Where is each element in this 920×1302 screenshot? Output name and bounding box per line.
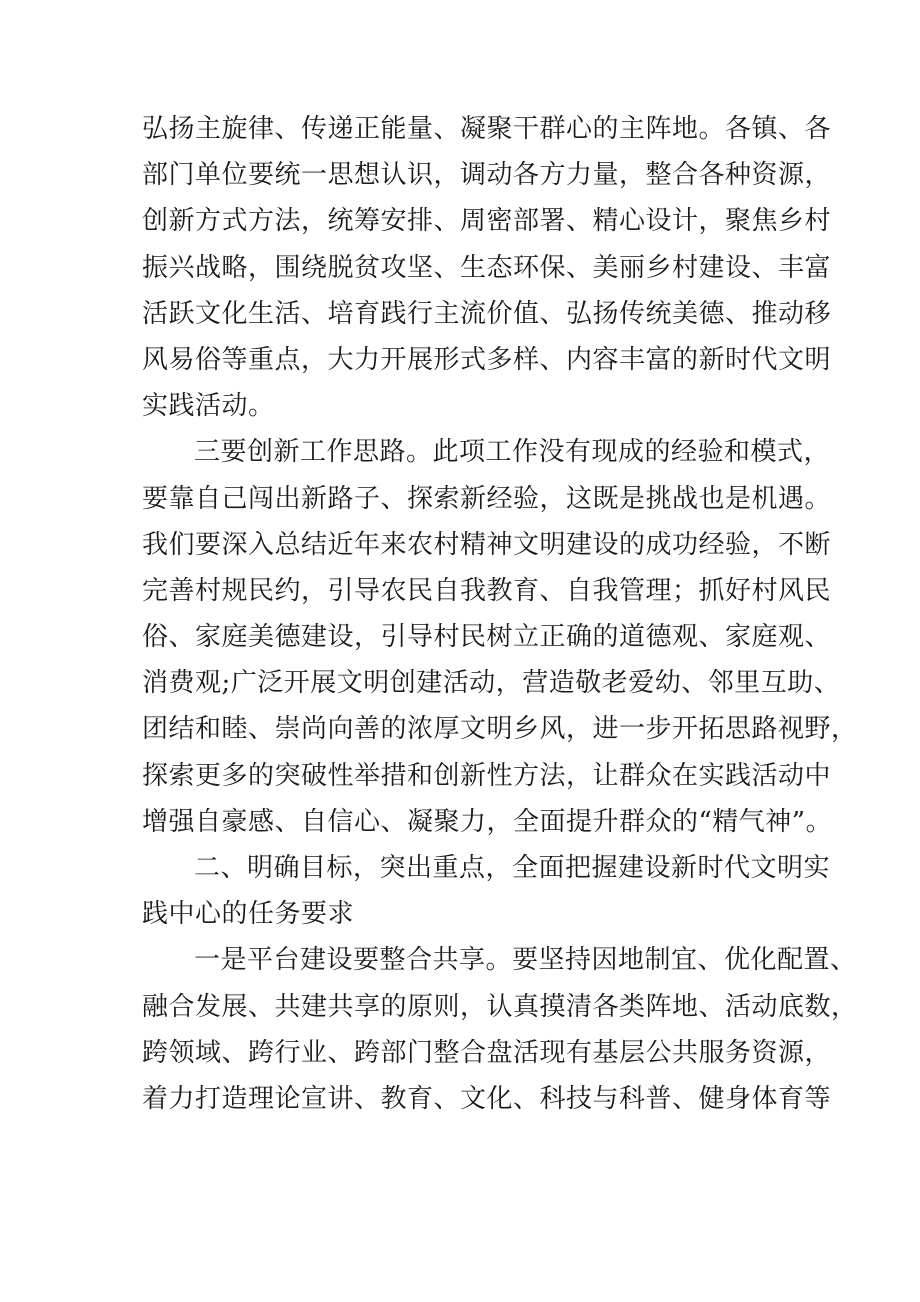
text-line: 一是平台建设要整合共享。要坚持因地制宜、优化配置、 <box>194 945 857 976</box>
text-line: 增强自豪感、自信心、凝聚力，全面提升群众的“精气神”。 <box>142 806 833 837</box>
text-line: 团结和睦、崇尚向善的浓厚文明乡风，进一步开拓思路视野， <box>142 714 858 745</box>
text-line: 跨领域、跨行业、跨部门整合盘活现有基层公共服务资源， <box>142 1037 832 1068</box>
text-line: 我们要深入总结近年来农村精神文明建设的成功经验，不断 <box>142 529 832 560</box>
text-line: 活跃文化生活、培育践行主流价值、弘扬传统美德、推动移 <box>142 298 832 329</box>
text-line: 振兴战略，围绕脱贫攻坚、生态环保、美丽乡村建设、丰富 <box>142 252 832 283</box>
text-line: 消费观;广泛开展文明创建活动，营造敬老爱幼、邻里互助、 <box>142 668 841 699</box>
text-line: 实践活动。 <box>142 391 275 422</box>
text-line: 俗、家庭美德建设，引导村民树立正确的道德观、家庭观、 <box>142 622 832 653</box>
text-line: 要靠自己闯出新路子、探索新经验，这既是挑战也是机遇。 <box>142 483 832 514</box>
section-heading-line: 二、明确目标，突出重点，全面把握建设新时代文明实 <box>194 853 831 883</box>
text-line: 弘扬主旋律、传递正能量、凝聚干群心的主阵地。各镇、各 <box>142 114 832 144</box>
text-line: 创新方式方法，统筹安排、周密部署、精心设计，聚焦乡村 <box>142 206 832 237</box>
section-heading-line: 践中心的任务要求 <box>142 899 355 930</box>
text-line: 风易俗等重点，大力开展形式多样、内容丰富的新时代文明 <box>142 344 832 375</box>
text-line: 探索更多的突破性举措和创新性方法，让群众在实践活动中 <box>142 760 832 791</box>
text-line: 着力打造理论宣讲、教育、文化、科技与科普、健身体育等 <box>142 1083 832 1114</box>
text-line: 融合发展、共建共享的原则，认真摸清各类阵地、活动底数， <box>142 991 858 1022</box>
text-line: 完善村规民约，引导农民自我教育、自我管理；抓好村风民 <box>142 575 832 606</box>
text-line: 部门单位要统一思想认识，调动各方力量，整合各种资源， <box>142 160 832 191</box>
document-body <box>142 106 858 1122</box>
text-line: 三要创新工作思路。此项工作没有现成的经验和模式， <box>194 437 831 468</box>
